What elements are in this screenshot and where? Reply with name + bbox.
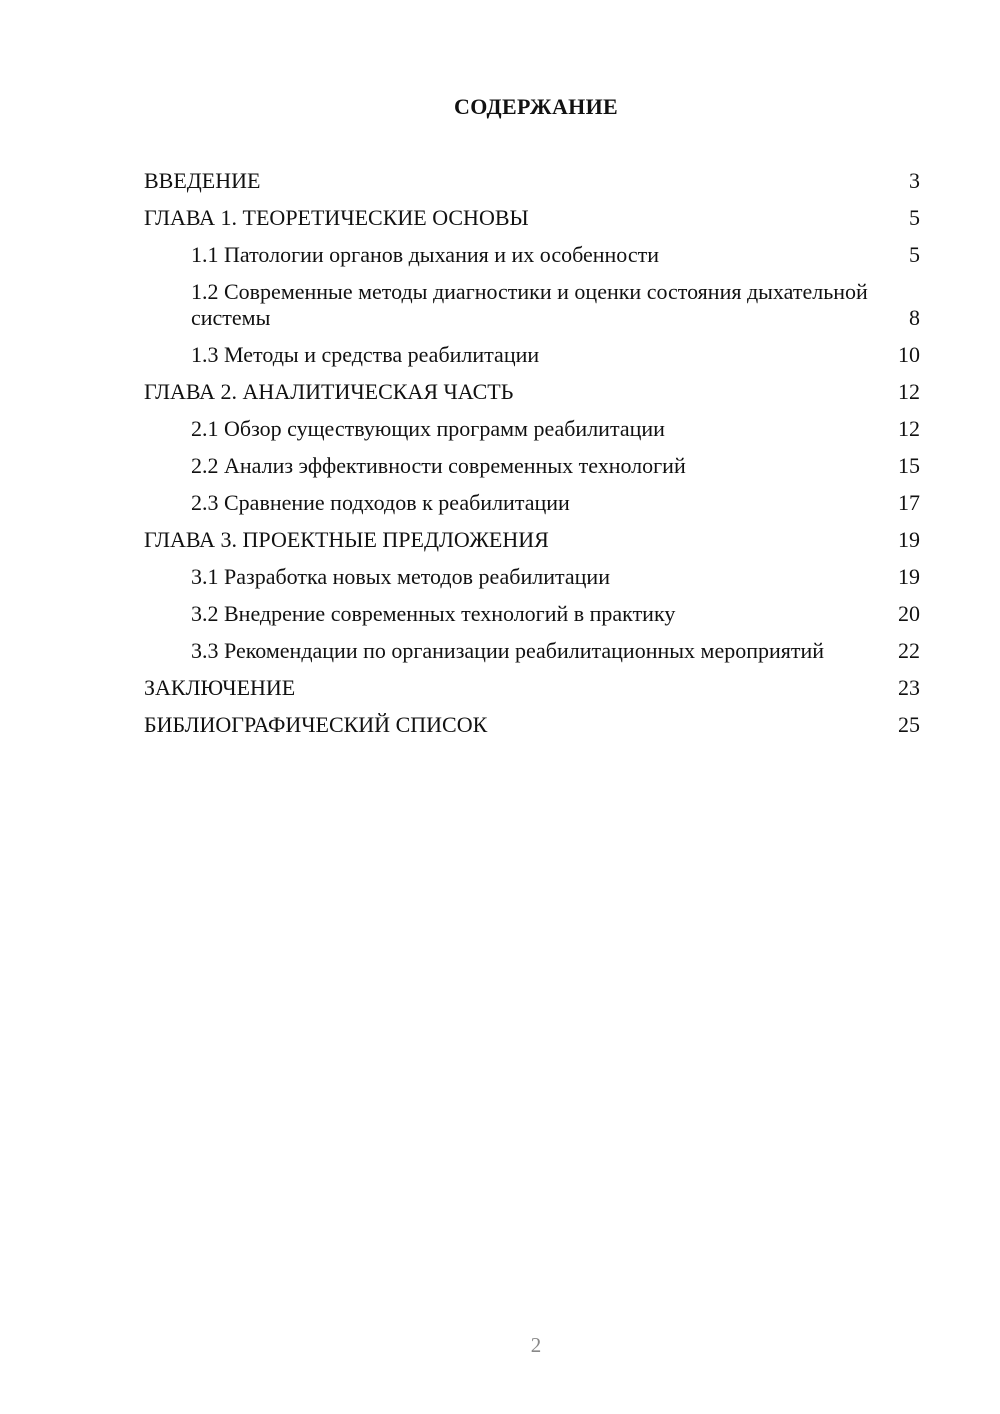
toc-entry-label: ВВЕДЕНИЕ — [144, 168, 261, 193]
toc-entry-introduction[interactable] — [144, 168, 920, 194]
toc-entry-page: 20 — [898, 601, 920, 626]
toc-entry-label: 3.3 Рекомендации по организации реабилитационных мероприятий — [191, 638, 825, 663]
table-of-contents — [144, 168, 920, 749]
toc-entry-label: 1.3 Методы и средства реабилитации — [191, 342, 540, 367]
toc-entry-bibliography[interactable] — [144, 712, 920, 738]
toc-entry-label: 2.1 Обзор существующих программ реабилитации — [191, 416, 665, 441]
toc-entry-label: 1.2 Современные методы диагностики и оценки состояния дыхательной системы — [191, 279, 868, 330]
toc-entry-page: 5 — [909, 242, 920, 267]
page-title: СОДЕРЖАНИЕ — [454, 94, 618, 119]
toc-entry-page: 15 — [898, 453, 920, 478]
toc-entry-page: 8 — [909, 305, 920, 330]
toc-entry-1-1[interactable] — [144, 242, 920, 268]
page-number: 2 — [530, 1333, 542, 1357]
toc-entry-chapter-3[interactable] — [144, 527, 920, 553]
toc-entry-label: ГЛАВА 3. ПРОЕКТНЫЕ ПРЕДЛОЖЕНИЯ — [144, 527, 549, 552]
toc-entry-chapter-1[interactable] — [144, 205, 920, 231]
toc-entry-3-3[interactable] — [144, 638, 920, 664]
toc-entry-label: 3.1 Разработка новых методов реабилитации — [191, 564, 610, 589]
toc-entry-page: 22 — [898, 638, 920, 663]
toc-entry-page: 25 — [898, 712, 920, 737]
toc-entry-label: 3.2 Внедрение современных технологий в практику — [191, 601, 676, 626]
toc-entry-page: 12 — [898, 416, 920, 441]
toc-entry-page: 10 — [898, 342, 920, 367]
toc-entry-page: 19 — [898, 527, 920, 552]
toc-entry-label: ГЛАВА 1. ТЕОРЕТИЧЕСКИЕ ОСНОВЫ — [144, 205, 529, 230]
toc-entry-page: 5 — [909, 205, 920, 230]
toc-entry-page: 17 — [898, 490, 920, 515]
toc-entry-label: 1.1 Патологии органов дыхания и их особенности — [191, 242, 660, 267]
toc-entry-label: ЗАКЛЮЧЕНИЕ — [144, 675, 296, 700]
toc-entry-3-1[interactable] — [144, 564, 920, 590]
toc-entry-2-3[interactable] — [144, 490, 920, 516]
toc-entry-label: ГЛАВА 2. АНАЛИТИЧЕСКАЯ ЧАСТЬ — [144, 379, 514, 404]
toc-entry-label: 2.3 Сравнение подходов к реабилитации — [191, 490, 570, 515]
toc-entry-conclusion[interactable] — [144, 675, 920, 701]
toc-entry-2-1[interactable] — [144, 416, 920, 442]
toc-entry-1-3[interactable] — [144, 342, 920, 368]
toc-entry-chapter-2[interactable] — [144, 379, 920, 405]
toc-entry-1-2[interactable] — [144, 279, 920, 331]
toc-entry-page: 23 — [898, 675, 920, 700]
toc-entry-page: 12 — [898, 379, 920, 404]
toc-entry-page: 3 — [909, 168, 920, 193]
toc-entry-label: БИБЛИОГРАФИЧЕСКИЙ СПИСОК — [144, 712, 488, 737]
toc-entry-page: 19 — [898, 564, 920, 589]
toc-entry-3-2[interactable] — [144, 601, 920, 627]
toc-entry-label: 2.2 Анализ эффективности современных технологий — [191, 453, 686, 478]
toc-entry-2-2[interactable] — [144, 453, 920, 479]
